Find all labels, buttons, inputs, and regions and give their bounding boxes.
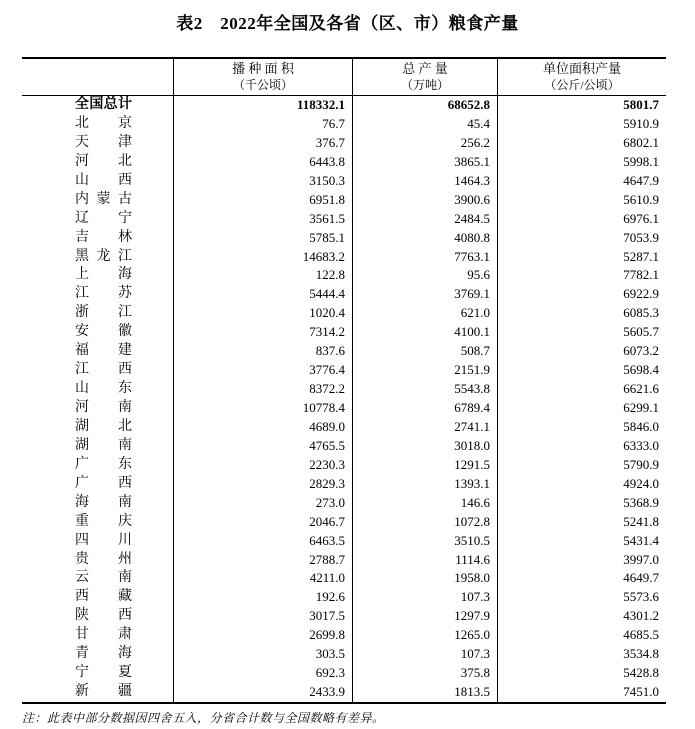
yield-cell: 6299.1 <box>497 399 666 418</box>
region-cell <box>22 115 173 134</box>
sown-area-cell: 5785.1 <box>173 229 352 248</box>
yield-cell: 5287.1 <box>497 248 666 267</box>
yield-cell: 5610.9 <box>497 191 666 210</box>
region-cell <box>22 532 173 551</box>
sown-area-cell: 14683.2 <box>173 248 352 267</box>
region-cell <box>22 399 173 418</box>
sown-area-cell: 376.7 <box>173 134 352 153</box>
region-cell <box>22 456 173 475</box>
yield-cell: 7782.1 <box>497 266 666 285</box>
region-name: 湖 北 <box>75 418 132 434</box>
region-cell <box>22 475 173 494</box>
sown-area-cell: 7314.2 <box>173 323 352 342</box>
sown-area-cell: 118332.1 <box>173 96 352 115</box>
table-row <box>22 475 666 494</box>
region-name: 甘 肃 <box>75 627 132 643</box>
table-row <box>22 229 666 248</box>
output-cell: 2151.9 <box>352 361 497 380</box>
table-row <box>22 683 666 702</box>
table-body <box>22 96 666 702</box>
yield-cell: 7053.9 <box>497 229 666 248</box>
yield-cell: 6802.1 <box>497 134 666 153</box>
table-row <box>22 437 666 456</box>
yield-cell: 5431.4 <box>497 532 666 551</box>
sown-area-cell: 692.3 <box>173 664 352 683</box>
region-name: 吉 林 <box>75 229 132 245</box>
yield-cell: 3534.8 <box>497 645 666 664</box>
region-cell <box>22 683 173 702</box>
footnote: 注：此表中部分数据因四舍五入，分省合计数与全国数略有差异。 <box>22 711 385 725</box>
sown-area-cell: 4765.5 <box>173 437 352 456</box>
output-cell: 1464.3 <box>352 172 497 191</box>
output-cell: 1291.5 <box>352 456 497 475</box>
output-cell: 1297.9 <box>352 607 497 626</box>
column-header-sown-area <box>173 59 352 95</box>
yield-cell: 6333.0 <box>497 437 666 456</box>
region-cell <box>22 607 173 626</box>
region-name: 重 庆 <box>75 513 132 529</box>
region-cell <box>22 248 173 267</box>
yield-cell: 6976.1 <box>497 210 666 229</box>
region-cell <box>22 134 173 153</box>
output-cell: 107.3 <box>352 588 497 607</box>
output-cell: 4100.1 <box>352 323 497 342</box>
table-row <box>22 532 666 551</box>
sown-area-cell: 2230.3 <box>173 456 352 475</box>
region-cell <box>22 285 173 304</box>
output-cell: 3510.5 <box>352 532 497 551</box>
region-name: 广 西 <box>75 475 132 491</box>
table-row <box>22 342 666 361</box>
table-row <box>22 588 666 607</box>
sown-area-cell: 2829.3 <box>173 475 352 494</box>
yield-cell: 7451.0 <box>497 683 666 702</box>
table-row <box>22 664 666 683</box>
output-cell: 1114.6 <box>352 551 497 570</box>
yield-cell: 3997.0 <box>497 551 666 570</box>
output-cell: 7763.1 <box>352 248 497 267</box>
yield-cell: 5998.1 <box>497 153 666 172</box>
table-row <box>22 323 666 342</box>
table-row <box>22 191 666 210</box>
output-cell: 621.0 <box>352 304 497 323</box>
region-name: 安 徽 <box>75 324 132 340</box>
sown-area-cell: 837.6 <box>173 342 352 361</box>
region-name: 陕 西 <box>75 608 132 624</box>
region-name: 贵 州 <box>75 551 132 567</box>
region-name: 全 国 总 计 <box>75 97 132 113</box>
sown-area-cell: 3017.5 <box>173 607 352 626</box>
table-row <box>22 607 666 626</box>
table-row <box>22 248 666 267</box>
table-row <box>22 115 666 134</box>
output-cell: 256.2 <box>352 134 497 153</box>
output-cell: 2741.1 <box>352 418 497 437</box>
table-row <box>22 551 666 570</box>
table-row <box>22 418 666 437</box>
region-cell <box>22 569 173 588</box>
table-row <box>22 380 666 399</box>
sown-area-cell: 8372.2 <box>173 380 352 399</box>
sown-area-cell: 5444.4 <box>173 285 352 304</box>
region-cell <box>22 96 173 115</box>
column-header-sown-area-unit: （千公顷） <box>232 78 293 92</box>
table-header-row <box>22 59 666 96</box>
sown-area-cell: 3150.3 <box>173 172 352 191</box>
region-name: 青 海 <box>75 646 132 662</box>
table-row <box>22 645 666 664</box>
region-cell <box>22 361 173 380</box>
region-name: 四 川 <box>75 532 132 548</box>
yield-cell: 4649.7 <box>497 569 666 588</box>
region-name: 河 北 <box>75 153 132 169</box>
region-name: 宁 夏 <box>75 665 132 681</box>
sown-area-cell: 303.5 <box>173 645 352 664</box>
region-cell <box>22 513 173 532</box>
region-name: 江 苏 <box>75 286 132 302</box>
region-name: 山 东 <box>75 381 132 397</box>
region-name: 河 南 <box>75 400 132 416</box>
sown-area-cell: 2046.7 <box>173 513 352 532</box>
sown-area-cell: 1020.4 <box>173 304 352 323</box>
table-row <box>22 456 666 475</box>
yield-cell: 5801.7 <box>497 96 666 115</box>
region-name: 北 京 <box>75 115 132 131</box>
region-cell <box>22 266 173 285</box>
yield-cell: 4647.9 <box>497 172 666 191</box>
output-cell: 68652.8 <box>352 96 497 115</box>
table-row <box>22 569 666 588</box>
column-header-yield-label: 单位面积产量 <box>542 61 621 76</box>
output-cell: 3769.1 <box>352 285 497 304</box>
sown-area-cell: 2699.8 <box>173 626 352 645</box>
region-name: 浙 江 <box>75 305 132 321</box>
table-row <box>22 399 666 418</box>
region-cell <box>22 172 173 191</box>
region-cell <box>22 153 173 172</box>
table-row <box>22 153 666 172</box>
output-cell: 1813.5 <box>352 683 497 702</box>
output-cell: 508.7 <box>352 342 497 361</box>
yield-cell: 5910.9 <box>497 115 666 134</box>
sown-area-cell: 192.6 <box>173 588 352 607</box>
yield-cell: 5698.4 <box>497 361 666 380</box>
region-name: 海 南 <box>75 494 132 510</box>
sown-area-cell: 2788.7 <box>173 551 352 570</box>
output-cell: 5543.8 <box>352 380 497 399</box>
yield-cell: 5573.6 <box>497 588 666 607</box>
output-cell: 2484.5 <box>352 210 497 229</box>
sown-area-cell: 3776.4 <box>173 361 352 380</box>
yield-cell: 5605.7 <box>497 323 666 342</box>
sown-area-cell: 10778.4 <box>173 399 352 418</box>
output-cell: 375.8 <box>352 664 497 683</box>
region-name: 西 藏 <box>75 589 132 605</box>
column-header-output-label: 总 产 量 <box>402 61 448 76</box>
region-name: 黑 龙 江 <box>75 248 132 264</box>
region-cell <box>22 191 173 210</box>
region-cell <box>22 380 173 399</box>
yield-cell: 5428.8 <box>497 664 666 683</box>
sown-area-cell: 4689.0 <box>173 418 352 437</box>
output-cell: 1265.0 <box>352 626 497 645</box>
region-cell <box>22 664 173 683</box>
output-cell: 3018.0 <box>352 437 497 456</box>
region-name: 新 疆 <box>75 684 132 700</box>
region-cell <box>22 418 173 437</box>
yield-cell: 5368.9 <box>497 494 666 513</box>
yield-cell: 4924.0 <box>497 475 666 494</box>
sown-area-cell: 6951.8 <box>173 191 352 210</box>
table-row <box>22 266 666 285</box>
output-cell: 107.3 <box>352 645 497 664</box>
table-row <box>22 361 666 380</box>
column-header-output-unit: （万吨） <box>400 78 449 92</box>
region-cell <box>22 437 173 456</box>
output-cell: 1958.0 <box>352 569 497 588</box>
output-cell: 45.4 <box>352 115 497 134</box>
output-cell: 4080.8 <box>352 229 497 248</box>
region-name: 辽 宁 <box>75 210 132 226</box>
region-name: 山 西 <box>75 172 132 188</box>
region-cell <box>22 342 173 361</box>
region-name: 云 南 <box>75 570 132 586</box>
yield-cell: 6073.2 <box>497 342 666 361</box>
output-cell: 3900.6 <box>352 191 497 210</box>
region-cell <box>22 551 173 570</box>
sown-area-cell: 2433.9 <box>173 683 352 702</box>
region-name: 上 海 <box>75 267 132 283</box>
sown-area-cell: 273.0 <box>173 494 352 513</box>
output-cell: 6789.4 <box>352 399 497 418</box>
table-row <box>22 626 666 645</box>
output-cell: 1072.8 <box>352 513 497 532</box>
table-row <box>22 96 666 115</box>
table-row <box>22 210 666 229</box>
region-name: 广 东 <box>75 456 132 472</box>
output-cell: 1393.1 <box>352 475 497 494</box>
column-header-output <box>352 59 497 95</box>
region-cell <box>22 626 173 645</box>
table-title: 表2 2022年全国及各省（区、市）粮食产量 <box>176 14 519 33</box>
region-cell <box>22 304 173 323</box>
yield-cell: 6085.3 <box>497 304 666 323</box>
yield-cell: 6621.6 <box>497 380 666 399</box>
region-name: 福 建 <box>75 343 132 359</box>
yield-cell: 6922.9 <box>497 285 666 304</box>
column-header-yield-unit: （公斤/公顷） <box>544 78 620 92</box>
table-row <box>22 285 666 304</box>
sown-area-cell: 76.7 <box>173 115 352 134</box>
sown-area-cell: 4211.0 <box>173 569 352 588</box>
yield-cell: 4685.5 <box>497 626 666 645</box>
column-header-yield <box>497 59 666 95</box>
table-row <box>22 304 666 323</box>
yield-cell: 5790.9 <box>497 456 666 475</box>
sown-area-cell: 122.8 <box>173 266 352 285</box>
table-row <box>22 134 666 153</box>
table-row <box>22 172 666 191</box>
region-cell <box>22 588 173 607</box>
grain-production-table <box>22 57 666 704</box>
output-cell: 3865.1 <box>352 153 497 172</box>
sown-area-cell: 3561.5 <box>173 210 352 229</box>
yield-cell: 5846.0 <box>497 418 666 437</box>
table-row <box>22 494 666 513</box>
sown-area-cell: 6463.5 <box>173 532 352 551</box>
column-header-region <box>22 59 173 95</box>
region-name: 内 蒙 古 <box>75 191 132 207</box>
region-name: 天 津 <box>75 134 132 150</box>
region-cell <box>22 229 173 248</box>
region-cell <box>22 210 173 229</box>
output-cell: 146.6 <box>352 494 497 513</box>
region-cell <box>22 494 173 513</box>
yield-cell: 4301.2 <box>497 607 666 626</box>
yield-cell: 5241.8 <box>497 513 666 532</box>
column-header-sown-area-label: 播 种 面 积 <box>232 61 294 76</box>
sown-area-cell: 6443.8 <box>173 153 352 172</box>
region-cell <box>22 645 173 664</box>
region-name: 江 西 <box>75 362 132 378</box>
output-cell: 95.6 <box>352 266 497 285</box>
region-name: 湖 南 <box>75 437 132 453</box>
region-cell <box>22 323 173 342</box>
table-row <box>22 513 666 532</box>
